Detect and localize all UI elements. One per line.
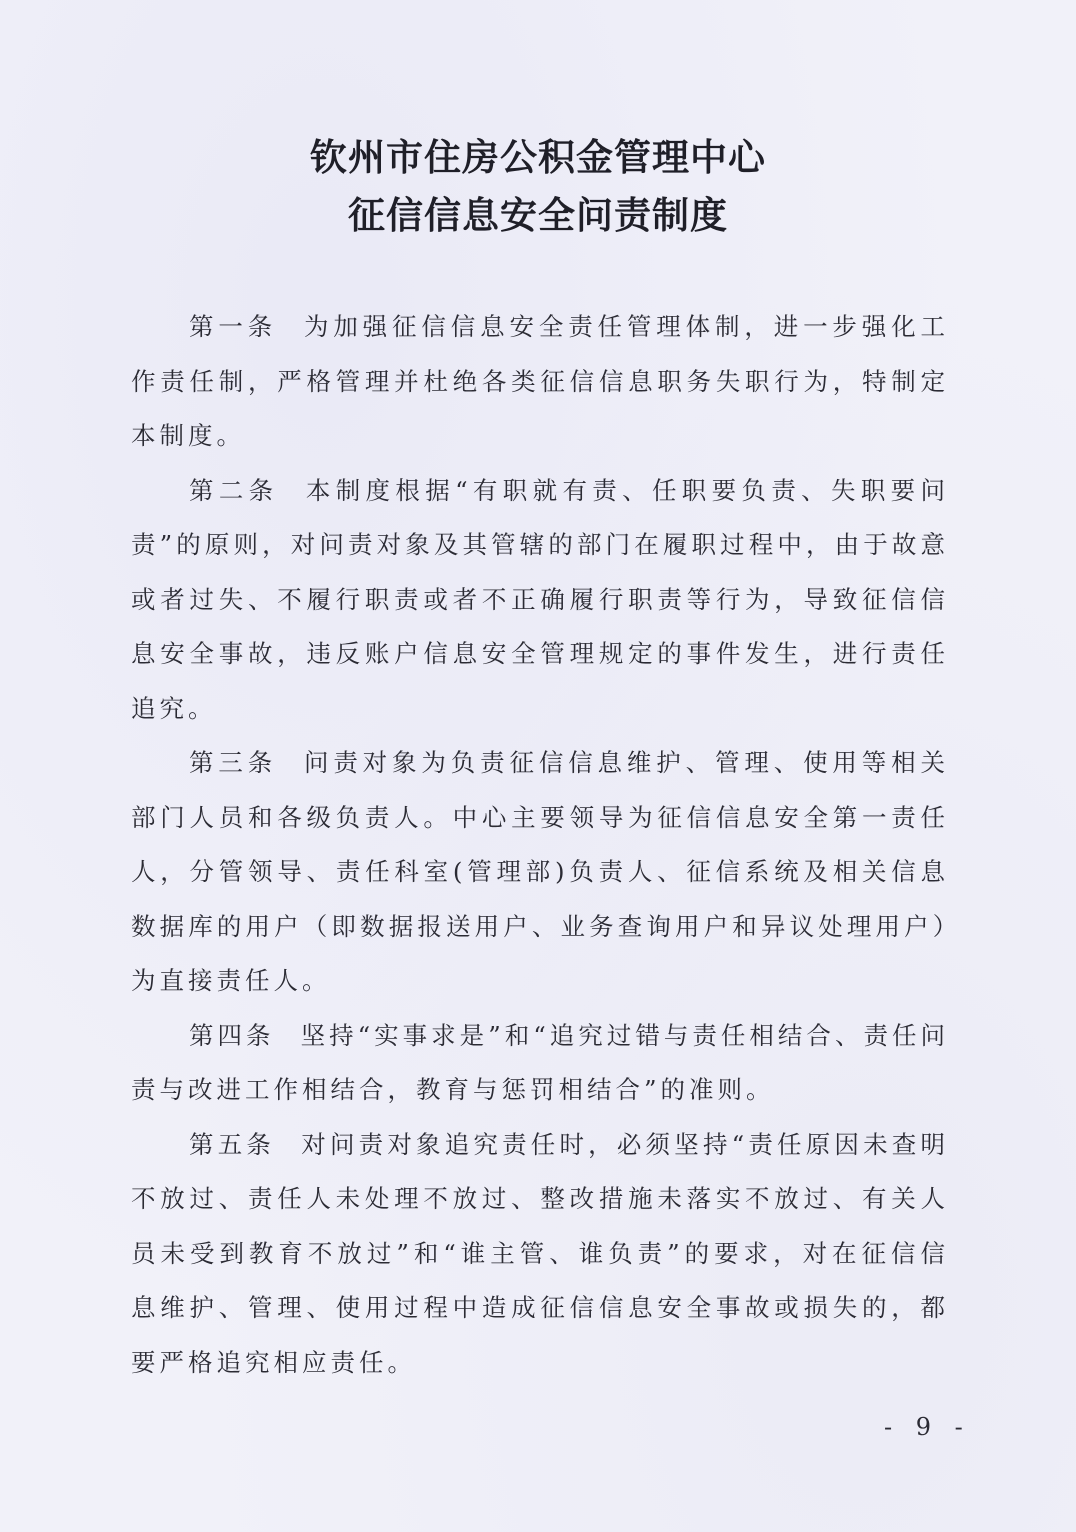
document-body (131, 300, 949, 1390)
article-1-clause: 第一条 (189, 312, 278, 341)
article-1-text: 为加强征信信息安全责任管理体制，进一步强化工作责任制，严格管理并杜绝各类征信信息职务失职行为，特制定本制度。 (131, 312, 950, 450)
article-4 (131, 1009, 949, 1118)
title-line-2: 征信信息安全问责制度 (348, 193, 728, 237)
article-5-text: 对问责对象追究责任时，必须坚持“责任原因未查明不放过、责任人未处理不放过、整改措施未落实不放过、有关人员未受到教育不放过”和“谁主管、谁负责”的要求，对在征信信息维护、管理、使用过程中造成征信信息安全事故或损失的，都要严格追究相应责任。 (131, 1129, 949, 1377)
article-2 (131, 464, 949, 737)
page-number: - 9 - (884, 1413, 971, 1441)
article-1 (131, 300, 949, 464)
article-3-clause: 第三条 (189, 748, 278, 777)
article-3-text: 问责对象为负责征信信息维护、管理、使用等相关部门人员和各级负责人。中心主要领导为征信信息安全第一责任人，分管领导、责任科室(管理部)负责人、征信系统及相关信息数据库的用户（即数据报送用户、业务查询用户和异议处理用户）为直接责任人。 (131, 748, 950, 995)
article-3 (131, 736, 949, 1009)
article-5 (131, 1118, 949, 1391)
article-5-clause: 第五条 (189, 1129, 276, 1159)
article-2-text: 本制度根据“有职就有责、任职要负责、失职要问责”的原则，对问责对象及其管辖的部门在履职过程中，由于故意或者过失、不履行职责或者不正确履行职责等行为，导致征信信息安全事故，违反账户信息安全管理规定的事件发生，进行责任追究。 (131, 475, 950, 723)
title-line-1: 钦州市住房公积金管理中心 (310, 135, 766, 179)
document-title (0, 128, 1076, 244)
article-4-clause: 第四条 (189, 1020, 275, 1050)
article-2-clause: 第二条 (189, 475, 279, 505)
article-4-text: 坚持“实事求是”和“追究过错与责任相结合、责任问责与改进工作相结合，教育与惩罚相结合”的准则。 (131, 1020, 949, 1104)
